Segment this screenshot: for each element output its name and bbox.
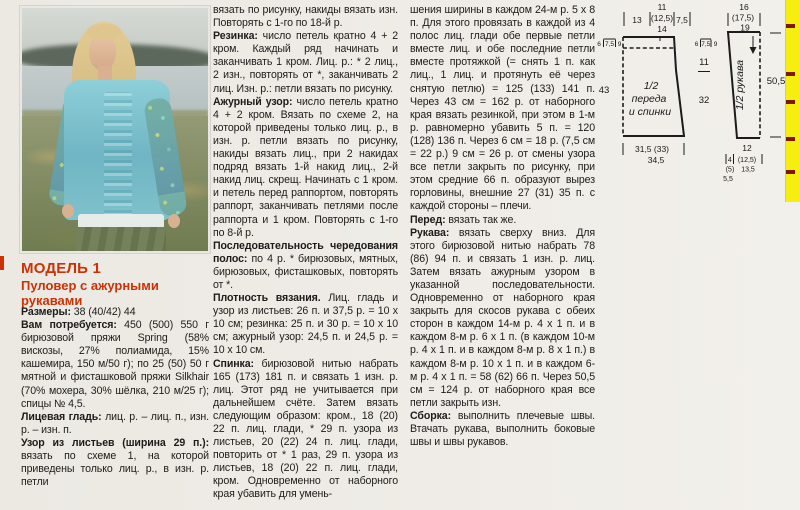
svg-text:9: 9 — [713, 41, 718, 48]
text-column-1 — [21, 306, 209, 489]
svg-text:7,5: 7,5 — [604, 41, 615, 48]
model-pants — [76, 227, 166, 252]
svg-text:4: 4 — [727, 157, 732, 164]
svg-text:1/2 рукава: 1/2 рукава — [734, 59, 746, 111]
model-hair-fringe — [86, 24, 122, 40]
svg-text:32: 32 — [698, 95, 710, 106]
paragraph-sleeves: Рукава: вязать сверху вниз. Для этого бирюзовой нитью набрать 78 (86) 94 п. и связать 1 изн. р. лиц. Затем вязать ажурным узором в указанной последовательности. Одновременно от наборного края закрыть для скосов рукава с обеих сторон в каждом 14-м р. 4 х 1 п. и в каждом 8-м р. 6 х 1 п. (в каждом 10-м р. 4 х 1 п. и в каждом 8-м р. 8 х 1 п.) в каждом 8-м р. 10 х 1 п. и в каждом 6-м р. 4 х 1 п. = 58 (62) 66 п. Через 50,5 см = 124 р. от наборного края все петли закрыть изн. — [410, 226, 595, 409]
svg-text:5,5: 5,5 — [723, 176, 733, 183]
knit-direction-arrow — [750, 47, 757, 54]
svg-text:(12,5): (12,5) — [737, 157, 757, 164]
schematic-sleeve — [723, 2, 785, 183]
edge-dash — [786, 137, 795, 141]
pattern-schematics — [590, 0, 790, 200]
svg-text:12: 12 — [742, 143, 752, 153]
model-photo — [20, 6, 210, 253]
svg-text:13,5: 13,5 — [741, 166, 755, 174]
paragraph-stripe-sequence: Последовательность чередования полос: по 4 р. * бирюзовых, мятных, бирюзовых, фисташковых, повторять от *. — [213, 239, 398, 291]
svg-text:11: 11 — [657, 2, 667, 12]
page-edge-strip — [785, 0, 800, 202]
svg-text:43: 43 — [598, 85, 610, 96]
svg-text:50,5: 50,5 — [766, 76, 786, 87]
svg-text:31,5 (33): 31,5 (33) — [634, 144, 670, 154]
paragraph-materials: Вам потребуется: 450 (500) 550 г бирюзовой пряжи Spring (58% вискозы, 27% полиамида, 15% кашемира, 150 м/50 г); по 25 (50) 50 г мятной и фисташковой пряжи Silkhair (70% мохера, 30% шёлка, 210 м/25 г); спицы № 4,5. — [21, 319, 209, 410]
paragraph-lace-pattern: Ажурный узор: число петель кратно 4 + 2 кром. Вязать по схеме 2, на которой приведены только лиц. р., в изн. р. петли вязать по рисунку, накиды вязать лиц., при 2 накидах подряд вязать 1-й накид лиц., 2-й накид лиц. скрещ. Начинать с 1 кром. и петель перед раппортом, повторять раппорт, заканчивать петлями после раппорта и 1 кром. Повторять с 1-го по 8-й р. — [213, 95, 398, 239]
edge-dash — [786, 72, 795, 76]
section-marker — [0, 256, 4, 270]
paragraph-ribbing: Резинка: число петель кратно 4 + 2 кром. Каждый ряд начинать и заканчивать 1 кром. Лиц. р.: * 2 лиц., 2 изн., повторять от *, заканчивать 2 лиц. Изн. р.: петли вязать по рисунку. — [213, 30, 398, 95]
schematic-front-back — [597, 2, 718, 165]
text-column-3 — [410, 4, 595, 449]
edge-dash — [786, 100, 795, 104]
model-neck — [98, 66, 112, 80]
svg-text:34,5: 34,5 — [647, 155, 665, 165]
svg-text:(17,5): (17,5) — [731, 12, 755, 23]
model-title: МОДЕЛЬ 1 — [21, 260, 102, 277]
svg-text:11: 11 — [699, 57, 709, 68]
paragraph-back: Спинка: бирюзовой нитью набрать 165 (173) 181 п. и связать 1 изн. р. лиц. Этот ряд не учитывается при дальнейшем счёте. Затем вязать следующим образом: кром., 18 (20) 22 п. лиц. глади, * 29 п. узора из листьев, 20 (22) 24 п. лиц. глади, повторить от * 1 раз, 29 п. узора из листьев, 18 (20) 22 п. лиц. глади, кром. Одновременно от наборного края убавить для умень- — [213, 357, 398, 501]
paragraph-leaf-pattern-cont: вязать по рисунку, накиды вязать изн. Повторять с 1-го по 18-й р. — [213, 4, 398, 30]
model-hand-left — [62, 204, 74, 218]
svg-text:7,5: 7,5 — [676, 15, 688, 25]
svg-text:1/2: 1/2 — [643, 80, 659, 92]
svg-text:(12,5): (12,5) — [650, 13, 674, 23]
edge-dash — [786, 24, 795, 28]
paragraph-gauge: Плотность вязания. Лиц. гладь и узор из листьев: 26 п. и 37,5 р. = 10 х 10 см; резинка: 25 п. и 30 р. = 10 х 10 см; ажурный узор: 24,5 п. и 24,5 р. = 10 х 10 см. — [213, 292, 398, 357]
svg-text:и спинки: и спинки — [628, 106, 672, 118]
edge-dash — [786, 170, 795, 174]
svg-text:переда: переда — [631, 93, 667, 105]
paragraph-sizes: Размеры: 38 (40/42) 44 — [21, 306, 136, 318]
paragraph-leaf-pattern: Узор из листьев (ширина 29 п.): вязать по схеме 1, на которой приведены только лиц. р., в изн. р. петли — [21, 436, 209, 489]
svg-text:13: 13 — [632, 15, 642, 25]
model-hand-right — [168, 214, 180, 228]
front-back-left-rib — [597, 39, 622, 48]
paragraph-assembly: Сборка: выполнить плечевые швы. Втачать рукава, выполнить боковые швы и швы рукавов. — [410, 409, 595, 449]
svg-text:19: 19 — [740, 22, 750, 33]
svg-text:6: 6 — [597, 41, 601, 48]
svg-text:7,5: 7,5 — [701, 41, 711, 48]
sweater-lace-panel — [104, 92, 132, 216]
svg-text:14: 14 — [657, 24, 667, 34]
front-back-right-rib — [695, 39, 718, 48]
paragraph-stockinette: Лицевая гладь: лиц. р. – лиц. п., изн. р. – изн. п. — [21, 410, 210, 436]
model-subtitle: Пуловер с ажурными рукавами — [21, 278, 159, 308]
svg-text:(5): (5) — [725, 166, 735, 174]
paragraph-front: Перед: вязать так же. — [410, 213, 517, 226]
text-column-2 — [213, 4, 398, 502]
svg-text:6: 6 — [694, 41, 699, 48]
paragraph-back-cont: шения ширины в каждом 24-м р. 5 х 8 п. Для этого провязать в каждой из 4 полос лиц. глади обе первые петли вместе лиц. и обе последние петли вместе протяжкой (= снять 1 п. как лиц., 1 лиц. и протянуть её через снятую петлю) = 125 (133) 141 п. Через 43 см = 162 р. от наборного края вязать резинкой, при этом в 1-м р. равномерно убавить 5 п. = 120 (128) 136 п. Через 6 см = 18 р. (7,5 см = 22 р.) 9 см = 26 р. от смены узора все петли закрыть по рисунку, при этом средние 66 п. образуют вырез горловины, внешние 27 (31) 35 п. с каждой стороны – плечи. — [410, 4, 595, 213]
svg-text:9: 9 — [617, 41, 622, 48]
svg-text:16: 16 — [739, 2, 749, 12]
